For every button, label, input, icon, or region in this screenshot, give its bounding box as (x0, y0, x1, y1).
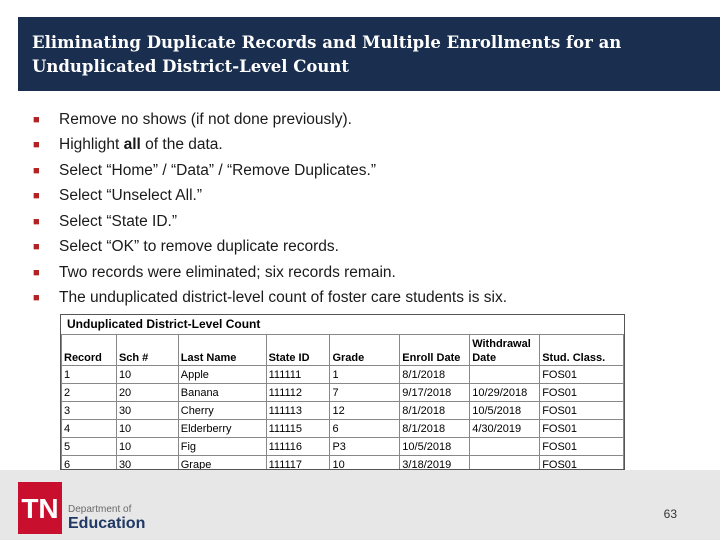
table-row (62, 384, 624, 402)
table-cell: 20 (116, 384, 178, 402)
table-cell: 111112 (266, 384, 330, 402)
square-bullet-icon: ■ (33, 292, 40, 305)
bullet-item (33, 158, 507, 184)
bullet-text (59, 136, 223, 154)
table-cell (470, 366, 540, 384)
square-bullet-icon: ■ (33, 215, 40, 228)
column-header: Sch # (116, 335, 178, 366)
table-cell: 4/30/2019 (470, 420, 540, 438)
logo-state-text: TN (21, 493, 59, 524)
table-cell: 30 (116, 402, 178, 420)
square-bullet-icon: ■ (33, 190, 40, 203)
square-bullet-icon: ■ (33, 139, 40, 152)
table-cell: FOS01 (540, 438, 624, 456)
column-header: Grade (330, 335, 400, 366)
table-cell: Fig (178, 438, 266, 456)
table-cell: 6 (330, 420, 400, 438)
table-cell (470, 438, 540, 456)
table-body (62, 366, 624, 471)
table-cell: 10 (116, 366, 178, 384)
bullet-text: Select “State ID.” (59, 212, 178, 230)
table-cell: Apple (178, 366, 266, 384)
logo-department-text: Department of (68, 504, 132, 515)
table-cell: 111117 (266, 456, 330, 471)
table-cell: 10/29/2018 (470, 384, 540, 402)
column-header: Stud. Class. (540, 335, 624, 366)
table-row (62, 420, 624, 438)
bullet-list (33, 107, 507, 311)
table-row (62, 366, 624, 384)
table-cell: 7 (330, 384, 400, 402)
table-cell: FOS01 (540, 402, 624, 420)
column-header: Enroll Date (400, 335, 470, 366)
table-caption: Unduplicated District-Level Count (67, 317, 261, 331)
bullet-text: Select “OK” to remove duplicate records. (59, 238, 339, 256)
table-cell: 10 (330, 456, 400, 471)
bullet-text: Select “Home” / “Data” / “Remove Duplicates.” (59, 161, 376, 179)
table-cell: 3/18/2019 (400, 456, 470, 471)
bullet-text-part: of the data. (140, 136, 223, 154)
table-header-row (62, 335, 624, 366)
table-row (62, 438, 624, 456)
bullet-item (33, 133, 507, 159)
table-cell: 10 (116, 438, 178, 456)
table-row (62, 402, 624, 420)
bullet-text: Two records were eliminated; six records remain. (59, 263, 396, 281)
table-cell: FOS01 (540, 366, 624, 384)
table-cell: FOS01 (540, 384, 624, 402)
table-cell: FOS01 (540, 456, 624, 471)
table-cell: 111111 (266, 366, 330, 384)
bullet-item (33, 260, 507, 286)
bullet-text: Select “Unselect All.” (59, 187, 202, 205)
bullet-item (33, 286, 507, 312)
table-cell: 111115 (266, 420, 330, 438)
logo-education-text: Education (68, 515, 146, 532)
table-cell: 12 (330, 402, 400, 420)
table-row (62, 456, 624, 471)
bullet-item (33, 235, 507, 261)
table-cell: 8/1/2018 (400, 402, 470, 420)
table-cell: 10/5/2018 (400, 438, 470, 456)
table-cell: FOS01 (540, 420, 624, 438)
table-cell: 9/17/2018 (400, 384, 470, 402)
square-bullet-icon: ■ (33, 164, 40, 177)
table-cell: 4 (62, 420, 117, 438)
logo-graphic (18, 482, 150, 534)
table-cell: 8/1/2018 (400, 420, 470, 438)
bullet-text: Remove no shows (if not done previously). (59, 110, 352, 128)
table-cell: 10 (116, 420, 178, 438)
table-cell: 3 (62, 402, 117, 420)
bullet-item (33, 209, 507, 235)
bullet-item (33, 184, 507, 210)
bullet-bold-word: all (123, 136, 141, 154)
table-cell: 8/1/2018 (400, 366, 470, 384)
table-cell: 30 (116, 456, 178, 471)
table-cell: 10/5/2018 (470, 402, 540, 420)
bullet-text: The unduplicated district-level count of foster care students is six. (59, 289, 507, 307)
table-cell: 1 (62, 366, 117, 384)
square-bullet-icon: ■ (33, 113, 40, 126)
bullet-text-part: Highlight (59, 136, 124, 154)
column-header: Record (62, 335, 117, 366)
tn-education-logo (18, 482, 150, 539)
table-cell: 2 (62, 384, 117, 402)
table-cell: P3 (330, 438, 400, 456)
table-cell: 1 (330, 366, 400, 384)
table-cell: Cherry (178, 402, 266, 420)
table-cell: 111116 (266, 438, 330, 456)
table-cell: Banana (178, 384, 266, 402)
column-header: Last Name (178, 335, 266, 366)
table-cell (470, 456, 540, 471)
column-header: Withdrawal Date (470, 335, 540, 366)
table-cell: 5 (62, 438, 117, 456)
enrollment-table-image (60, 314, 625, 470)
bullet-item (33, 107, 507, 133)
slide-title: Eliminating Duplicate Records and Multiple Enrollments for an Unduplicated District-Level Count (32, 33, 622, 76)
table-cell: Grape (178, 456, 266, 471)
table-cell: 111113 (266, 402, 330, 420)
footer-bar (0, 470, 720, 540)
title-bar (18, 17, 720, 91)
square-bullet-icon: ■ (33, 241, 40, 254)
square-bullet-icon: ■ (33, 266, 40, 279)
enrollment-table (61, 334, 624, 470)
column-header: State ID (266, 335, 330, 366)
table-cell: Elderberry (178, 420, 266, 438)
table-cell: 6 (62, 456, 117, 471)
page-number: 63 (663, 507, 677, 521)
